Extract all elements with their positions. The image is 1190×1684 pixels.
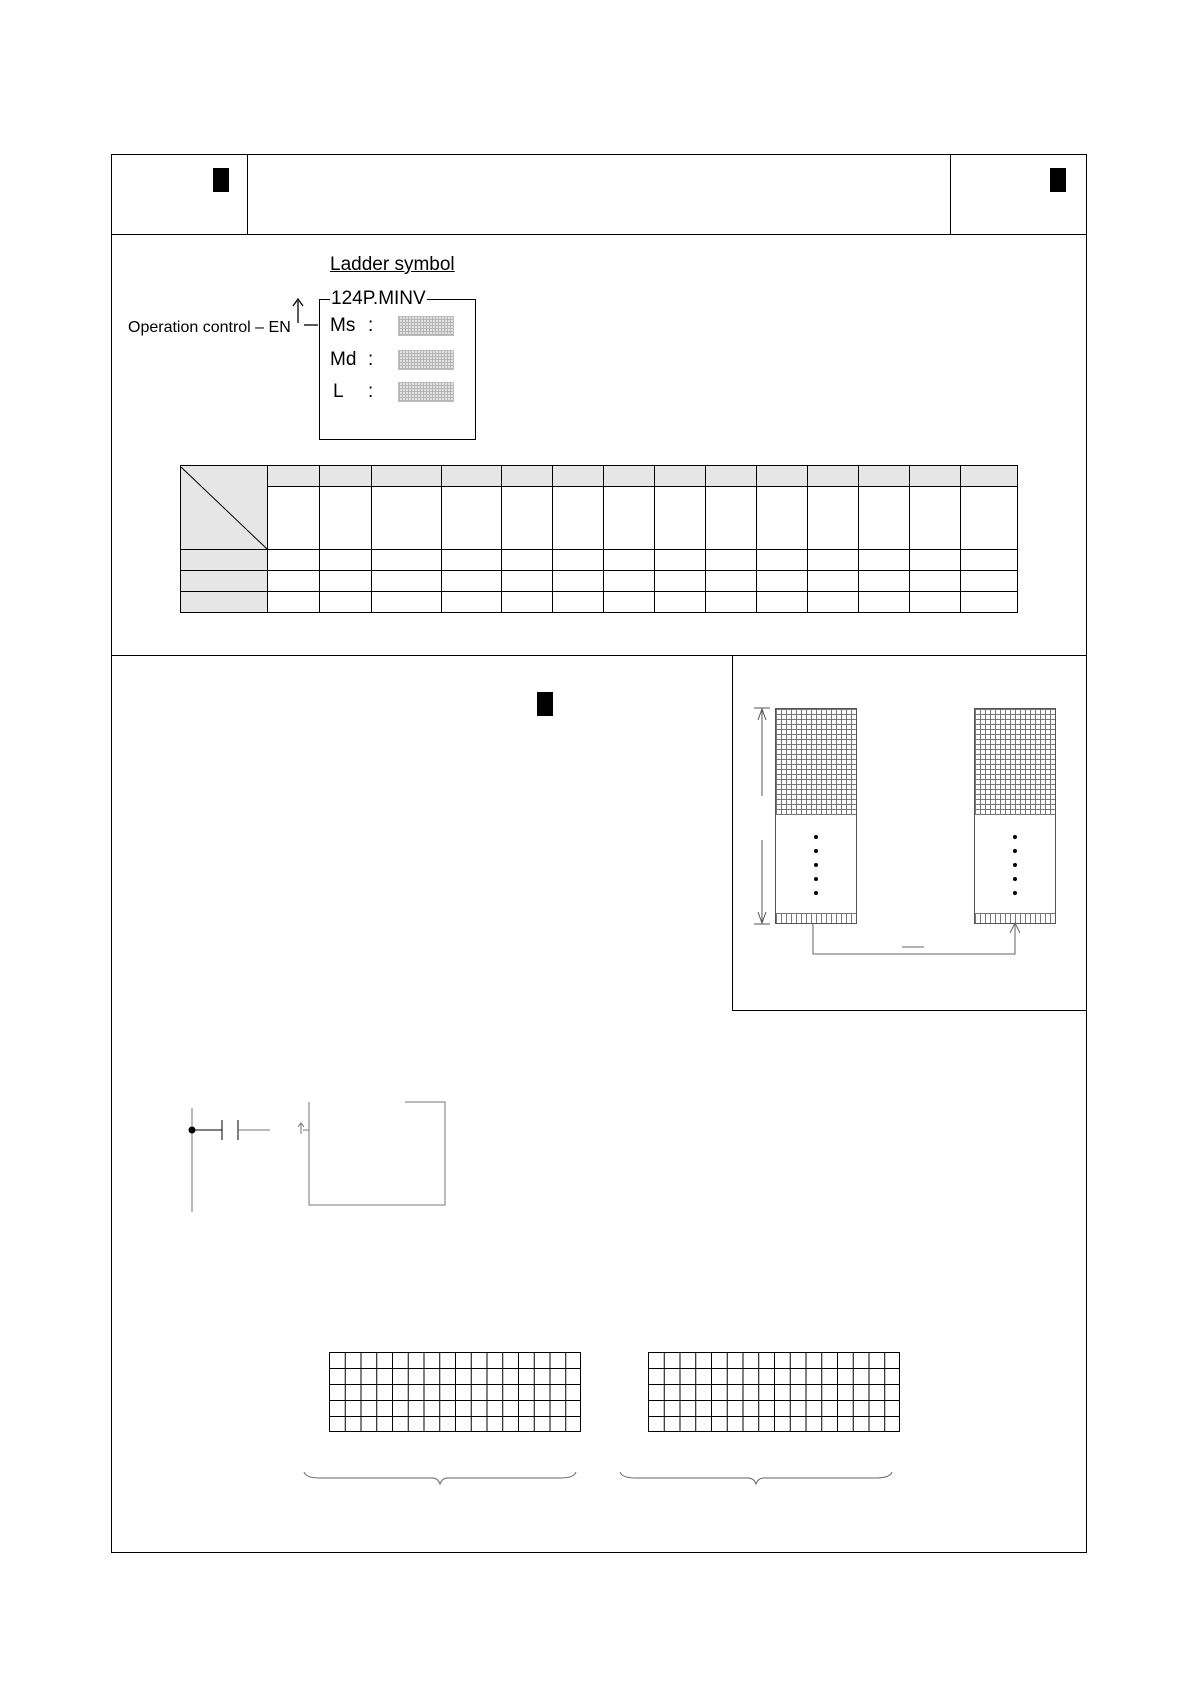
table-header-cell bbox=[655, 466, 706, 487]
pin-ms-sep: : bbox=[368, 315, 374, 336]
table-header-cell bbox=[859, 466, 910, 487]
header-marker-right bbox=[1050, 168, 1066, 192]
table-cell bbox=[442, 550, 502, 571]
header-divider-left bbox=[247, 154, 248, 234]
corner-diagonal bbox=[181, 467, 267, 549]
table-cell bbox=[320, 571, 372, 592]
table-subheader-cell bbox=[604, 487, 655, 550]
table-header-cell bbox=[757, 466, 808, 487]
header-divider-right bbox=[950, 154, 951, 234]
table-cell bbox=[372, 592, 442, 613]
table-cell bbox=[706, 550, 757, 571]
table-subheader-cell bbox=[808, 487, 859, 550]
pin-md-value-field bbox=[398, 350, 454, 370]
table-cell bbox=[268, 592, 320, 613]
table-cell bbox=[553, 550, 604, 571]
input-data-brace bbox=[300, 1470, 580, 1490]
table-cell bbox=[808, 592, 859, 613]
en-rising-edge-icon bbox=[290, 295, 322, 335]
table-subheader-row bbox=[181, 487, 1018, 550]
ellipsis-dot bbox=[1013, 849, 1017, 853]
table-cell bbox=[706, 592, 757, 613]
pin-md-sep: : bbox=[368, 349, 374, 370]
table-cell bbox=[655, 592, 706, 613]
table-header-cell bbox=[372, 466, 442, 487]
ellipsis-dot bbox=[814, 835, 818, 839]
table-subheader-cell bbox=[961, 487, 1018, 550]
operation-control-text: Operation control bbox=[128, 319, 251, 336]
operation-control-label: Operation control – EN bbox=[128, 319, 291, 336]
table-cell bbox=[442, 592, 502, 613]
table-cell bbox=[502, 550, 553, 571]
table-cell bbox=[655, 571, 706, 592]
table-subheader-cell bbox=[757, 487, 808, 550]
ellipsis-dot bbox=[1013, 877, 1017, 881]
table-header-cell bbox=[268, 466, 320, 487]
table-subheader-cell bbox=[372, 487, 442, 550]
table-cell bbox=[961, 550, 1018, 571]
table-header-cell bbox=[604, 466, 655, 487]
table-corner-cell bbox=[181, 466, 268, 550]
table-subheader-cell bbox=[442, 487, 502, 550]
table-cell bbox=[655, 550, 706, 571]
pin-ms-name: Ms bbox=[330, 315, 356, 336]
table-cell bbox=[372, 550, 442, 571]
applicable-device-table bbox=[180, 465, 1018, 613]
table-header-row bbox=[181, 466, 1018, 487]
figure-box-left-edge bbox=[732, 655, 733, 1011]
pin-ms-value-field bbox=[398, 316, 454, 336]
table-cell bbox=[320, 592, 372, 613]
table-cell bbox=[502, 592, 553, 613]
register-height-dimension-arrow bbox=[752, 706, 772, 926]
pin-md-name: Md bbox=[330, 349, 357, 370]
table-cell bbox=[757, 592, 808, 613]
table-cell bbox=[808, 571, 859, 592]
table-cell bbox=[268, 571, 320, 592]
table-subheader-cell bbox=[655, 487, 706, 550]
pin-l-name: L bbox=[333, 381, 344, 402]
table-cell bbox=[757, 571, 808, 592]
page-frame bbox=[111, 154, 1087, 1553]
table-header-cell bbox=[808, 466, 859, 487]
ellipsis-dot bbox=[1013, 891, 1017, 895]
table-cell bbox=[961, 592, 1018, 613]
table-header-cell bbox=[502, 466, 553, 487]
body-marker bbox=[537, 692, 553, 716]
table-cell bbox=[553, 571, 604, 592]
pin-l-sep: : bbox=[368, 381, 374, 402]
ellipsis-dot bbox=[1013, 863, 1017, 867]
en-input-label: EN bbox=[268, 319, 291, 336]
ellipsis-dot bbox=[814, 863, 818, 867]
table-cell bbox=[910, 571, 961, 592]
table-row-header bbox=[181, 592, 268, 613]
function-block-name: 124P.MINV bbox=[331, 288, 426, 309]
destination-register-grid bbox=[975, 709, 1055, 815]
table-row bbox=[181, 571, 1018, 592]
table-subheader-cell bbox=[859, 487, 910, 550]
table-cell bbox=[706, 571, 757, 592]
table-cell bbox=[757, 550, 808, 571]
ellipsis-dot bbox=[814, 891, 818, 895]
table-cell bbox=[553, 592, 604, 613]
table-header-cell bbox=[320, 466, 372, 487]
ellipsis-dot bbox=[1013, 835, 1017, 839]
pin-l-value-field bbox=[398, 382, 454, 402]
table-subheader-cell bbox=[910, 487, 961, 550]
table-cell bbox=[268, 550, 320, 571]
header-marker-left bbox=[213, 168, 229, 192]
table-cell bbox=[910, 550, 961, 571]
table-subheader-cell bbox=[268, 487, 320, 550]
table-cell bbox=[320, 550, 372, 571]
table-header-cell bbox=[910, 466, 961, 487]
table-cell bbox=[859, 571, 910, 592]
table-subheader-cell bbox=[502, 487, 553, 550]
table-subheader-cell bbox=[320, 487, 372, 550]
table-subheader-cell bbox=[553, 487, 604, 550]
header-bottom-rule bbox=[111, 234, 1087, 235]
ladder-symbol-title: Ladder symbol bbox=[330, 254, 455, 275]
table-cell bbox=[604, 592, 655, 613]
table-cell bbox=[859, 550, 910, 571]
table-row-header bbox=[181, 571, 268, 592]
table-row-header bbox=[181, 550, 268, 571]
table-row bbox=[181, 592, 1018, 613]
table-row bbox=[181, 550, 1018, 571]
input-data-grid bbox=[329, 1352, 581, 1432]
table-cell bbox=[910, 592, 961, 613]
ellipsis-dot bbox=[814, 849, 818, 853]
table-cell bbox=[604, 550, 655, 571]
output-data-brace bbox=[616, 1470, 896, 1490]
ellipsis-dot bbox=[814, 877, 818, 881]
table-header-cell bbox=[706, 466, 757, 487]
symbol-section-bottom-rule bbox=[111, 655, 1087, 656]
program-example-ladder bbox=[180, 1100, 460, 1216]
table-cell bbox=[961, 571, 1018, 592]
table-header-cell bbox=[961, 466, 1018, 487]
register-transfer-arrow bbox=[810, 920, 1020, 960]
figure-box-bottom-edge bbox=[732, 1010, 1087, 1011]
table-cell bbox=[502, 571, 553, 592]
table-subheader-cell bbox=[706, 487, 757, 550]
table-cell bbox=[372, 571, 442, 592]
output-data-grid bbox=[648, 1352, 900, 1432]
table-cell bbox=[859, 592, 910, 613]
table-cell bbox=[808, 550, 859, 571]
table-cell bbox=[442, 571, 502, 592]
table-cell bbox=[604, 571, 655, 592]
table-header-cell bbox=[553, 466, 604, 487]
table-header-cell bbox=[442, 466, 502, 487]
source-register-grid bbox=[776, 709, 856, 815]
